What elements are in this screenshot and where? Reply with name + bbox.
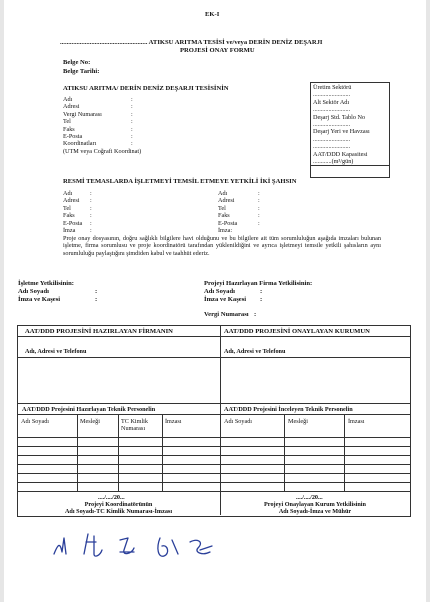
right-date: ..../..../20...: [296, 494, 323, 501]
left-col-name: Adı Soyadı: [21, 418, 50, 425]
initial-1: [54, 538, 66, 554]
approving-institution-address-label: Adı, Adresi ve Telefonu: [224, 348, 286, 355]
declaration-paragraph: Proje onay dosyasının, doğru sağlıklı bilgilere havi olduğunu ve bu bilgilere ait tüm sorumluluğun aşağıda imzaları bulunan işletme, firma sorumlusu ve proje koordinatörü tarafından yüklenildiğini ve ayrıca işletmeyi temsile yetkili şahısların aynı sorumluluğu paylaştığını şimdiden kabul ve taahhüt ederiz.: [63, 235, 381, 257]
rep2-tel-label: Tel: [218, 204, 226, 212]
colon: :: [131, 140, 133, 148]
left-date: ..../..../20...: [98, 494, 125, 501]
colon: :: [131, 103, 133, 111]
discharge-location-dots2: ........................: [313, 143, 351, 151]
colon: :: [258, 212, 260, 220]
table-row-line: [17, 491, 410, 492]
document-number-label: Belge No:: [63, 59, 91, 66]
table-row-line: [17, 357, 410, 358]
facility-field-fax: Faks: [63, 125, 75, 133]
form-title-line1: ..................................................... ATIKSU ARITMA TESİSİ ve/veya DERİN DENİZ DEŞARJI: [60, 39, 323, 46]
table-row-line: [17, 446, 410, 447]
rep1-tel-label: Tel: [63, 204, 71, 212]
left-margin-edge: [0, 0, 4, 602]
rep1-fax-label: Faks: [63, 212, 75, 220]
capacity-label: AAT/DDD Kapasitesi: [313, 150, 368, 158]
colon: :: [95, 296, 98, 303]
colon: :: [131, 96, 133, 103]
colon: :: [95, 288, 98, 295]
facility-field-coords: Koordinatları: [63, 140, 97, 148]
table-row-line: [17, 464, 410, 465]
sector-dots: ........................: [313, 91, 351, 99]
table-center-divider: [220, 325, 221, 515]
colon: :: [90, 212, 92, 220]
rep1-name-label: Adı: [63, 190, 73, 197]
table-row-line: [17, 482, 410, 483]
col-line: [118, 414, 119, 491]
firm-tax-label: Vergi Numarası: [204, 311, 249, 318]
col-line: [344, 414, 345, 491]
representative-heading: RESMİ TEMASLARDA İŞLETMEYİ TEMSİL ETMEYE YETKİLİ İKİ ŞAHSIN: [63, 178, 297, 185]
subsector-label: Alt Sektör Adı: [313, 98, 350, 106]
facility-field-coords-note: (UTM veya Coğrafi Koordinat): [63, 147, 142, 155]
preparing-firm-header: AAT/DDD PROJESİNİ HAZIRLAYAN FİRMANIN: [25, 328, 173, 335]
rep2-name-label: Adı: [218, 190, 228, 197]
initial-5: [190, 540, 212, 553]
table-row-line: [17, 403, 410, 404]
colon: :: [90, 197, 92, 205]
colon: :: [90, 227, 92, 235]
representative-right-fields: [218, 190, 260, 234]
initial-4: [158, 538, 178, 556]
approving-institution-header: AAT/DDD PROJESİNİ ONAYLAYAN KURUMUN: [224, 328, 370, 335]
col-line: [77, 414, 78, 491]
table-row-line: [17, 473, 410, 474]
capacity-value: ............(m³/gün): [313, 158, 354, 166]
form-title-line2: PROJESİ ONAY FORMU: [180, 47, 255, 54]
facility-field-tax: Vergi Numarası: [63, 110, 102, 118]
colon: :: [90, 190, 92, 197]
facility-field-email: E-Posta: [63, 133, 83, 141]
initial-3: [120, 538, 134, 554]
firm-tax-row: [204, 311, 256, 319]
firm-authority-title: Projeyi Hazırlayan Firma Yetkilisinin:: [204, 280, 313, 287]
facility-heading: ATIKSU ARITMA/ DERİN DENİZ DEŞARJI TESİSİNİN: [63, 85, 229, 92]
discharge-location-label: Deşarj Yeri ve Havzası: [313, 128, 370, 136]
operator-sign-label: İmza ve Kaşesi: [18, 296, 61, 303]
firm-name-row: [204, 288, 262, 296]
colon: :: [131, 110, 133, 118]
operator-name-label: Adı Soyadı: [18, 288, 49, 295]
preparing-firm-address-label: Adı, Adresi ve Telefonu: [25, 348, 87, 355]
colon: :: [90, 219, 92, 227]
reviewing-staff-header: AAT/DDD Projesini İnceleyen Teknik Personelin: [224, 406, 353, 413]
colon: :: [258, 197, 260, 205]
colon: :: [131, 118, 133, 126]
rep2-fax-label: Faks: [218, 212, 230, 220]
operator-sign-row: [18, 296, 97, 304]
approver-footer-2: Adı Soyadı-İmza ve Mühür: [278, 508, 352, 515]
colon: :: [260, 296, 263, 303]
right-col-signature: İmzası: [348, 418, 365, 425]
rep1-address-label: Adresi: [63, 197, 80, 205]
facility-fields: [63, 96, 223, 155]
initial-2: [84, 534, 102, 556]
rep2-address-label: Adresi: [218, 197, 235, 205]
representative-left-fields: [63, 190, 92, 234]
discharge-location-dots1: ........................: [313, 135, 351, 143]
right-margin-edge: [426, 0, 430, 602]
colon: :: [258, 190, 260, 197]
firm-sign-row: [204, 296, 262, 304]
discharge-table-label: Deşarj Std. Tablo No: [313, 113, 366, 121]
rep2-sign-label: İmza:: [218, 227, 233, 235]
subsector-dots: ........................: [313, 106, 351, 114]
handwritten-initials: [50, 528, 240, 564]
rep1-sign-label: İmza: [63, 227, 76, 235]
right-col-profession: Mesleği: [288, 418, 308, 425]
right-col-name: Adı Soyadı: [224, 418, 253, 425]
sector-label: Üretim Sektörü: [313, 84, 352, 91]
left-col-tc-number: TC Kimlik Numarası: [121, 418, 148, 433]
left-col-signature: İmzası: [165, 418, 182, 425]
facility-field-name: Adı: [63, 96, 73, 103]
facility-field-tel: Tel: [63, 118, 71, 126]
colon: :: [258, 219, 260, 227]
table-row-line: [17, 414, 410, 415]
firm-sign-label: İmza ve Kaşesi: [204, 296, 247, 303]
operator-authority-title: İşletme Yetkilisinin:: [18, 280, 74, 287]
table-row-line: [17, 455, 410, 456]
firm-name-label: Adı Soyadı: [204, 288, 235, 295]
colon: :: [260, 288, 263, 295]
coordinator-footer-2: Adı Soyadı-TC Kimlik Numarası-İmzası: [64, 508, 173, 515]
col-line: [284, 414, 285, 491]
annex-label: EK-I: [205, 11, 220, 18]
operator-name-row: [18, 288, 97, 296]
discharge-table-dots: ........................: [313, 121, 351, 129]
colon: :: [254, 311, 257, 318]
rep2-email-label: E-Posta: [218, 219, 238, 227]
colon: :: [258, 204, 260, 212]
colon: :: [131, 125, 133, 133]
colon: :: [131, 133, 133, 141]
approver-footer-1: Projeyi Onaylayan Kurum Yetkilisinin: [264, 501, 366, 508]
facility-field-address: Adresi: [63, 103, 80, 111]
col-line: [162, 414, 163, 491]
table-row-line: [17, 336, 410, 337]
table-row-line: [17, 437, 410, 438]
preparing-staff-header: AAT/DDD Projesini Hazırlayan Teknik Personelin: [22, 406, 156, 413]
left-col-profession: Mesleği: [80, 418, 100, 425]
colon: :: [90, 204, 92, 212]
document-date-label: Belge Tarihi:: [63, 68, 100, 75]
coordinator-footer-1: Projeyi Koordinatörünün: [84, 501, 153, 508]
rep1-email-label: E-Posta: [63, 219, 83, 227]
sector-box-items: [313, 84, 370, 165]
